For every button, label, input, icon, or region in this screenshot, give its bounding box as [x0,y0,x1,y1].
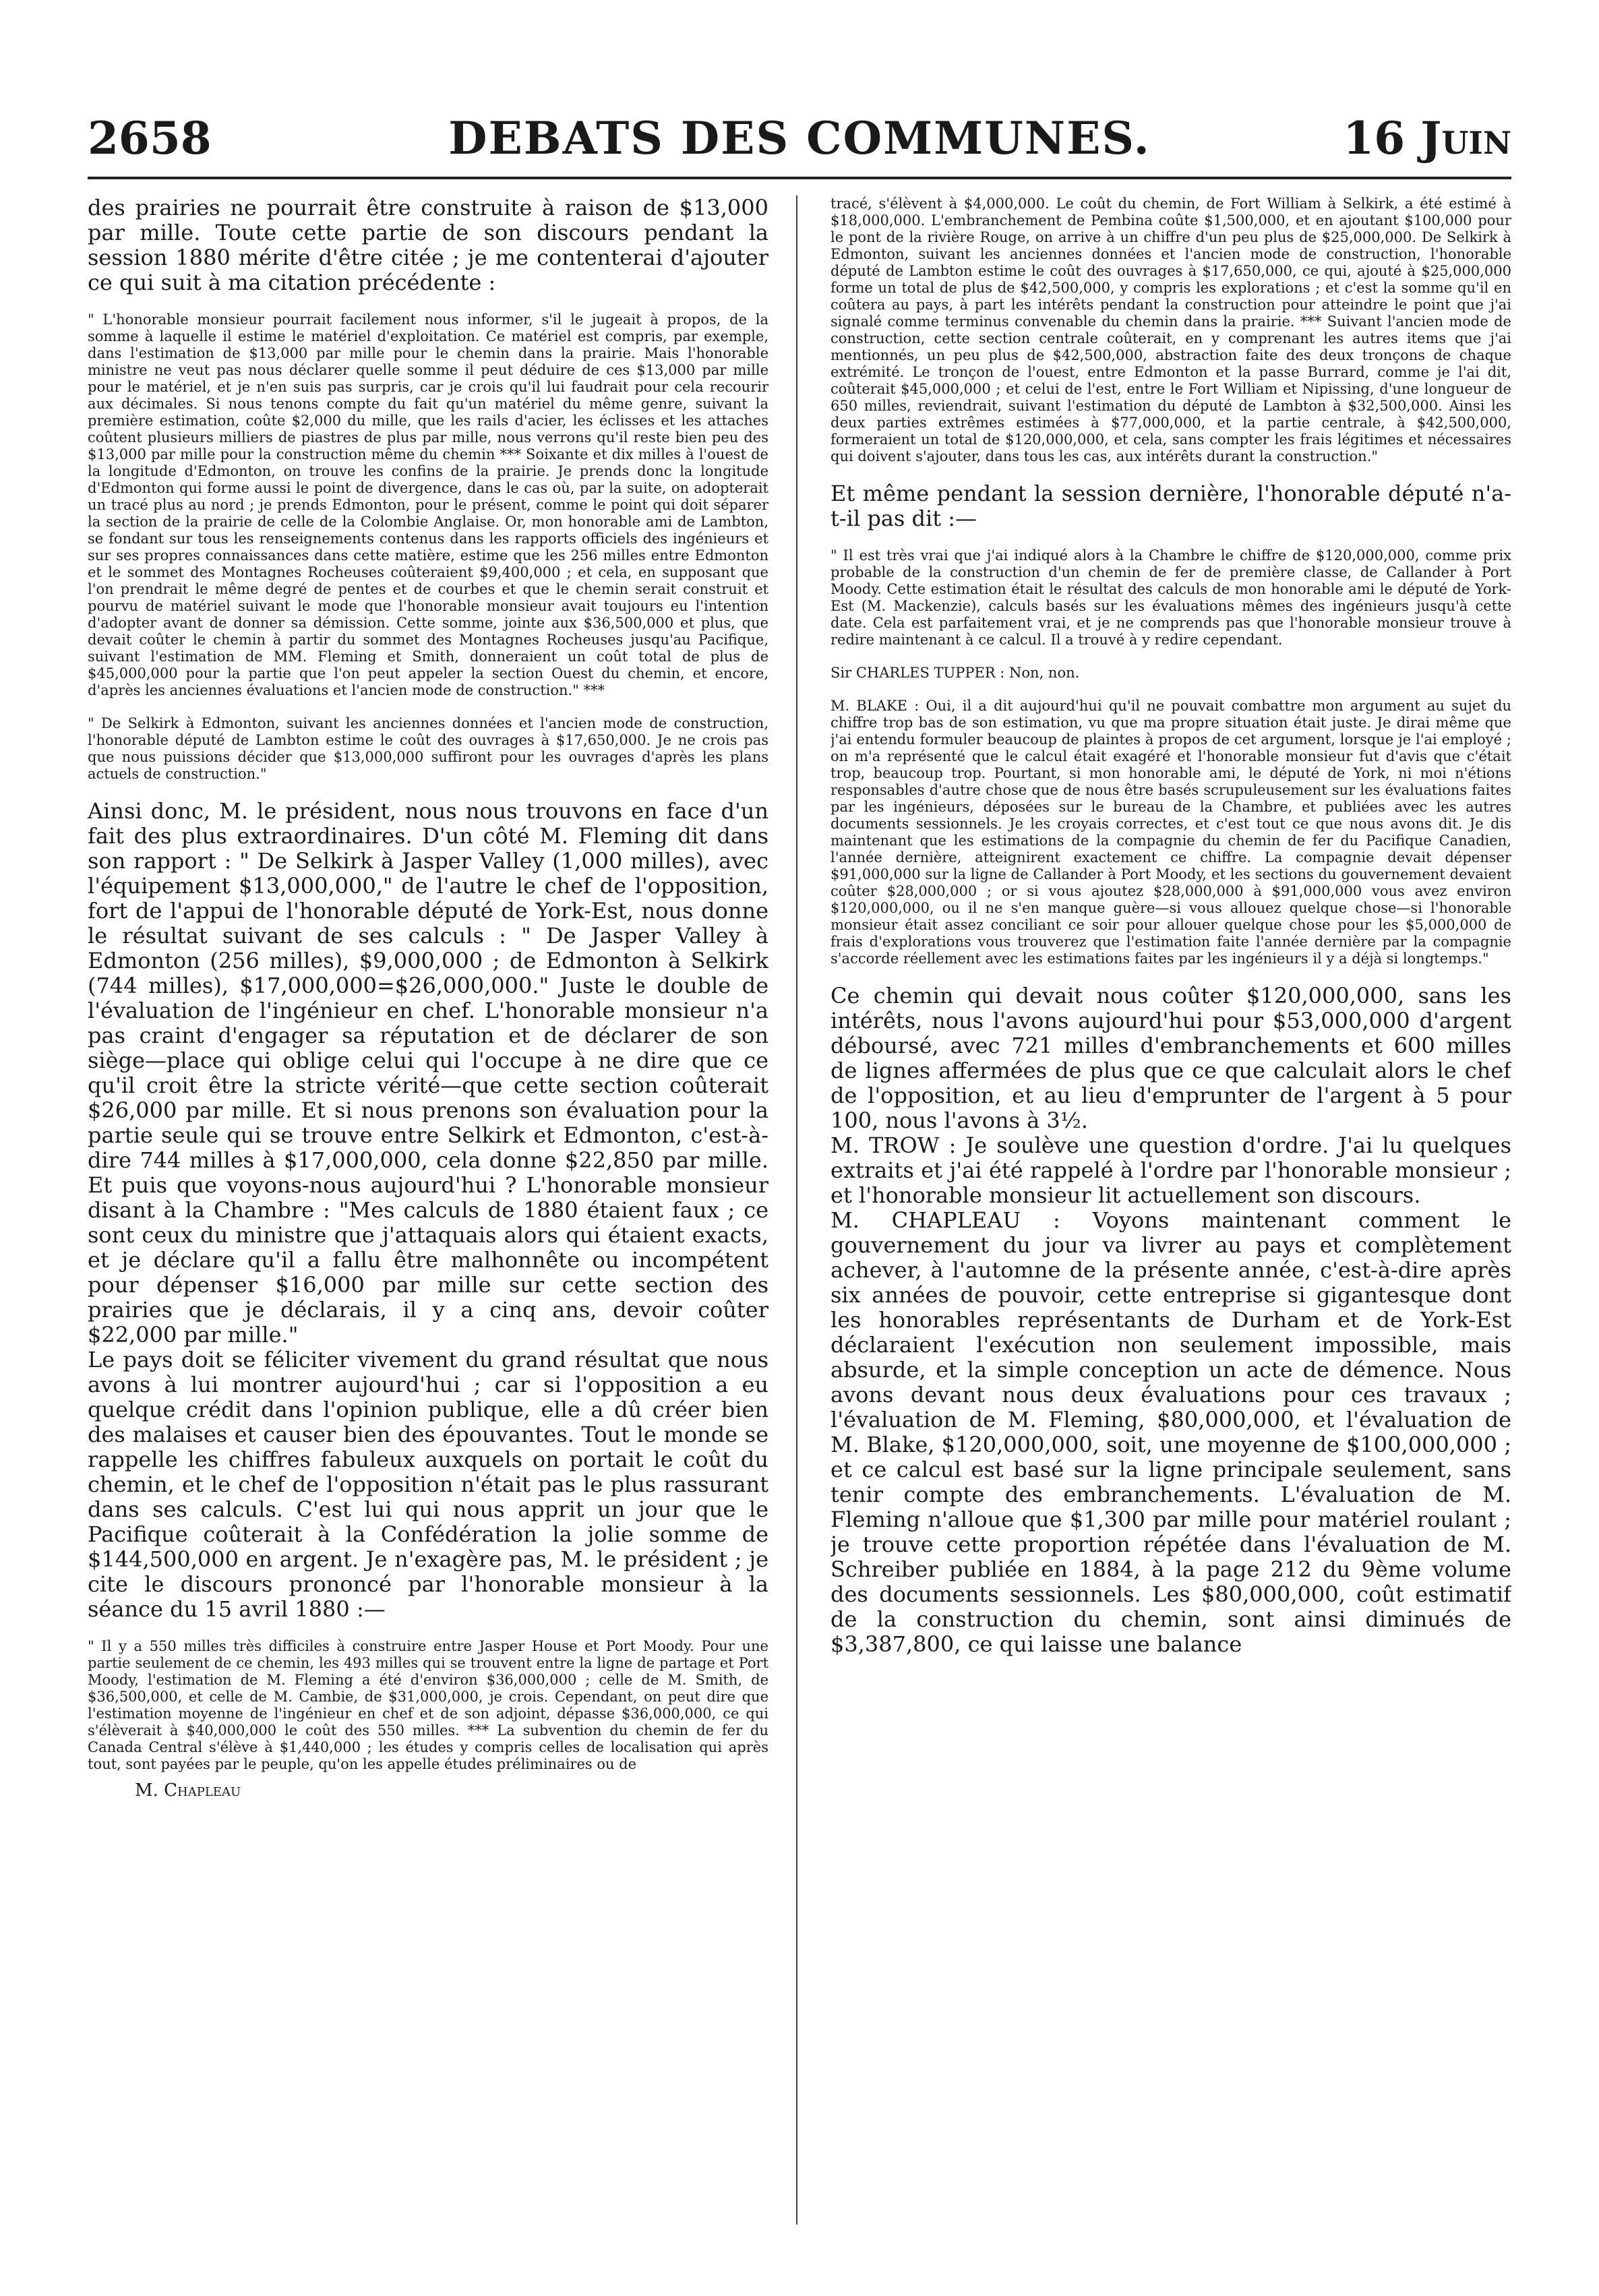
page-number: 2658 [88,112,212,164]
quote-block: " Il est très vrai que j'ai indiqué alors à la Chambre le chiffre de $120,000,000, comme prix probable de la construction d'un chemin de fer de première classe, de Callander à Port Moody. Cette estimation était le résultat des calculs de mon honorable ami le député de York-Est (M. Mackenzie), calculs basés sur les évaluations mêmes des ingénieurs jusqu'à cette date. Cela est parfaitement vrai, et je ne comprends pas que l'honorable monsieur trouve à redire maintenant à ce calcul. Il a trouvé à y redire cependant. [831,547,1511,648]
paragraph: Et même pendant la session dernière, l'honorable député n'a-t-il pas dit :— [831,481,1511,531]
left-column [88,195,768,2278]
right-column [831,195,1511,2278]
quote-block: M. BLAKE : Oui, il a dit aujourd'hui qu'il ne pouvait combattre mon argument au sujet du chiffre trop bas de son estimation, vu que ma propre situation était juste. Je dirai même que j'ai entendu formuler beaucoup de plaintes à propos de cet argument, lorsque je l'ai employé ; on m'a représenté que le calcul était exagéré et l'honorable monsieur fut d'avis que c'était trop, beaucoup trop. Pourtant, si mon honorable ami, le député de York, ni moi n'étions responsables d'autre chose que de nous être basés scrupuleusement sur les évaluations faites par les ingénieurs, déposées sur le bureau de la Chambre, et publiées avec les autres documents sessionnels. Je les croyais correctes, et c'est tout ce que nous avons dit. Je dis maintenant que les estimations de la compagnie du chemin de fer du Pacifique Canadien, l'année dernière, atteignirent exactement ce chiffre. La compagnie devait dépenser $91,000,000 sur la ligne de Callander à Port Moody, et les sections du gouvernement devaient coûter $28,000,000 ; or si vous ajoutez $28,000,000 à $91,000,000 vous avez environ $120,000,000, ou il ne s'en manque guère—si vous allouez quelque chose—si l'honorable monsieur était assez conciliant ce soir pour allouer quelque chose pour les $5,000,000 de frais d'explorations vous trouverez que l'estimation faite l'année dernière par la compagnie s'accorde réellement avec les estimations faites par les ingénieurs il y a déjà si longtemps." [831,698,1511,967]
paragraph: des prairies ne pourrait être construite à raison de $13,000 par mille. Toute cette partie de son discours pendant la session 1880 mérite d'être citée ; je me contenterai d'ajouter ce qui suit à ma citation précédente : [88,195,768,295]
paragraph: Ainsi donc, M. le président, nous nous trouvons en face d'un fait des plus extraordinaires. D'un côté M. Fleming dit dans son rapport : " De Selkirk à Jasper Valley (1,000 milles), avec l'équipement $13,000,000," de l'autre le chef de l'opposition, fort de l'appui de l'honorable député de York-Est, nous donne le résultat suivant de ses calculs : " De Jasper Valley à Edmonton (256 milles), $9,000,000 ; de Edmonton à Selkirk (744 milles), $17,000,000=$26,000,000." Juste le double de l'évaluation de l'ingénieur en chef. L'honorable monsieur n'a pas craint d'engager sa réputation et de déclarer de son siège—place qui oblige celui qui l'occupe à ne dire que ce qu'il croit être la stricte vérité—que cette section coûterait $26,000 par mille. Et si nous prenons son évaluation pour la partie seule qui se trouve entre Selkirk et Edmonton, c'est-à-dire 744 milles à $17,000,000, cela donne $22,850 par mille. Et puis que voyons-nous aujourd'hui ? L'honorable monsieur disant à la Chambre : "Mes calculs de 1880 étaient faux ; ce sont ceux du ministre que j'attaquais alors qui étaient exacts, et je déclare qu'il a fallu être malhonnête ou incompétent pour dépenser $16,000 par mille sur cette section des prairies que je déclarais, il y a cinq ans, devoir coûter $22,000 par mille." [88,798,768,1348]
paragraph: M. TROW : Je soulève une question d'ordre. J'ai lu quelques extraits et j'ai été rappelé à l'ordre par l'honorable monsieur ; et l'honorable monsieur lit actuellement son discours. [831,1132,1511,1208]
quote-block: " Il y a 550 milles très difficiles à construire entre Jasper House et Port Moody. Pour une partie seulement de ce chemin, les 493 milles qui se trouvent entre la ligne de partage et Port Moody, l'estimation de M. Fleming a été d'environ $36,000,000 ; celle de M. Smith, de $36,500,000, et celle de M. Cambie, de $31,000,000, je crois. Cependant, on peut dire que l'estimation moyenne de l'ingénieur en chef et de son adjoint, dépasse $36,000,000, ce qui s'élèverait à $40,000,000 le coût des 550 milles. *** La subvention du chemin de fer du Canada Central s'élève à $1,440,000 ; les études y compris celles de localisation qui après tout, sont payées par le peuple, qu'on les appelle études préliminaires ou de [88,1638,768,1772]
column-divider [796,195,797,2225]
header-rule [88,177,1511,179]
quote-block: " L'honorable monsieur pourrait facilement nous informer, s'il le jugeait à propos, de la somme à laquelle il estime le matériel d'exploitation. Ce matériel est compris, par exemple, dans l'estimation de $13,000 par mille pour le chemin dans la prairie. Mais l'honorable ministre ne veut pas nous déclarer quelle somme il peut déduire de ces $13,000 par mille pour le matériel, et je n'en suis pas surpris, car je crois qu'il lui faudrait pour cela recourir aux décimales. Si nous tenons compte du fait qu'un matériel du même genre, suivant la première estimation, coûte $2,000 du mille, que les rails d'acier, les éclisses et les attaches coûtent plusieurs milliers de piastres de plus par mille, nous verrons qu'il reste bien peu des $13,000 par mille pour la construction même du chemin *** Soixante et dix milles à l'ouest de la longitude d'Edmonton, on trouve les confins de la prairie. Je prends donc la longitude d'Edmonton qui forme aussi le point de divergence, dans le cas où, par la suite, on adopterait un tracé plus au nord ; je prends Edmonton, pour le présent, comme le point qui doit séparer la section de la prairie de celle de la Colombie Anglaise. Or, mon honorable ami de Lambton, se fondant sur tous les renseignements contenus dans les rapports officiels des ingénieurs et sur ses propres connaissances dans cette matière, estime que les 256 milles entre Edmonton et le sommet des Montagnes Rocheuses coûteraient $9,400,000 ; et cela, en supposant que l'on prendrait le même degré de pentes et de courbes et que le chemin serait construit et pourvu de matériel suivant le mode que l'honorable monsieur avait toujours eu l'intention d'adopter avant de donner sa démission. Cette somme, jointe aux $36,500,000 et plus, que devait coûter le chemin à partir du sommet des Montagnes Rocheuses jusqu'au Pacifique, suivant l'estimation de MM. Fleming et Smith, donneraient un coût total de plus de $45,000,000 pour la partie que l'on peut appeler la section Ouest du chemin, et encore, d'après les anciennes évaluations et l'ancien mode de construction." *** [88,311,768,698]
quote-block: tracé, s'élèvent à $4,000,000. Le coût du chemin, de Fort William à Selkirk, a été estimé à $18,000,000. L'embranchement de Pembina coûte $1,500,000, et en ajoutant $100,000 pour le pont de la rivière Rouge, on arrive à un chiffre d'un peu plus de $25,000,000. De Selkirk à Edmonton, suivant les anciennes données et l'ancien mode de construction, l'honorable député de Lambton estime le coût des ouvrages à $17,650,000, ce qui, ajouté à $25,000,000 forme un total de plus de $42,500,000, y compris les explorations ; et c'est la somme qu'il en coûtera au pays, à part les intérêts pendant la construction pour atteindre le point que j'ai signalé comme terminus convenable du chemin dans la prairie. *** Suivant l'ancien mode de construction, cette section centrale coûterait, en y comprenant les autres items que j'ai mentionnés, un peu plus de $42,500,000, abstraction faite des deux tronçons de chaque extrémité. Le tronçon de l'ouest, entre Edmonton et la passe Burrard, comme je l'ai dit, coûterait $45,000,000 ; et celui de l'est, entre le Fort William et Nipissing, d'une longueur de 650 milles, reviendrait, suivant l'estimation du député de Lambton à $32,500,000. Ainsi les deux parties extrêmes estimées à $77,000,000, et la partie centrale, à $42,500,000, formeraient un total de $120,000,000, et cela, sans compter les frais légitimes et nécessaires qui doivent s'ajouter, dans tous les cas, aux intérêts durant la construction." [831,195,1511,464]
paragraph: Ce chemin qui devait nous coûter $120,000,000, sans les intérêts, nous l'avons aujourd'hui pour $53,000,000 d'argent déboursé, avec 721 milles d'embranchements et 600 milles de lignes affermées de plus que ce que calculait alors le chef de l'opposition, et au lieu d'emprunter de l'argent à 5 pour 100, nous l'avons à 3½. [831,983,1511,1133]
page-header [88,108,1511,169]
paragraph: M. CHAPLEAU : Voyons maintenant comment le gouvernement du jour va livrer au pays et complètement achever, à l'automne de la présente année, c'est-à-dire après six années de pouvoir, cette entreprise si gigantesque dont les honorables représentants de Durham et de York-Est déclaraient l'exécution non seulement impossible, mais absurde, et la simple conception un acte de démence. Nous avons devant nous deux évaluations pour ces travaux ; l'évaluation de M. Fleming, $80,000,000, et l'évaluation de M. Blake, $120,000,000, soit, une moyenne de $100,000,000 ; et ce calcul est basé sur la ligne principale seulement, sans tenir compte des embranchements. L'évaluation de M. Fleming n'alloue que $1,300 par mille pour matériel roulant ; je trouve cette proportion répétée dans l'évaluation de M. Schreiber publiée en 1884, à la page 212 du 9ème volume des documents sessionnels. Les $80,000,000, coût estimatif de la construction du chemin, sont ainsi diminués de $3,387,800, ce qui laisse une balance [831,1207,1511,1657]
quote-block: " De Selkirk à Edmonton, suivant les anciennes données et l'ancien mode de construction, l'honorable député de Lambton estime le coût des ouvrages à $17,650,000. Je ne crois pas que nous puissions décider que $13,000,000 suffiront pour les ouvrages d'après les plans actuels de construction." [88,715,768,782]
speaker-signature: M. Chapleau [135,1780,241,1801]
paragraph: Le pays doit se féliciter vivement du grand résultat que nous avons à lui montrer aujourd'hui ; car si l'opposition a eu quelque crédit dans l'opinion publique, elle a dû créer bien des malaises et causer bien des épouvantes. Tout le monde se rappelle les chiffres fabuleux auxquels on portait le coût du chemin, et le chef de l'opposition n'était pas le plus rassurant dans ses calculs. C'est lui qui nous apprit un jour que le Pacifique coûterait à la Confédération la jolie somme de $144,500,000 en argent. Je n'exagère pas, M. le président ; je cite le discours prononcé par l'honorable monsieur à la séance du 15 avril 1880 :— [88,1347,768,1622]
interjection: Sir CHARLES TUPPER : Non, non. [831,665,1080,681]
page-date: 16 Juin [1343,112,1511,164]
page-title: DEBATS DES COMMUNES. [448,112,1151,164]
